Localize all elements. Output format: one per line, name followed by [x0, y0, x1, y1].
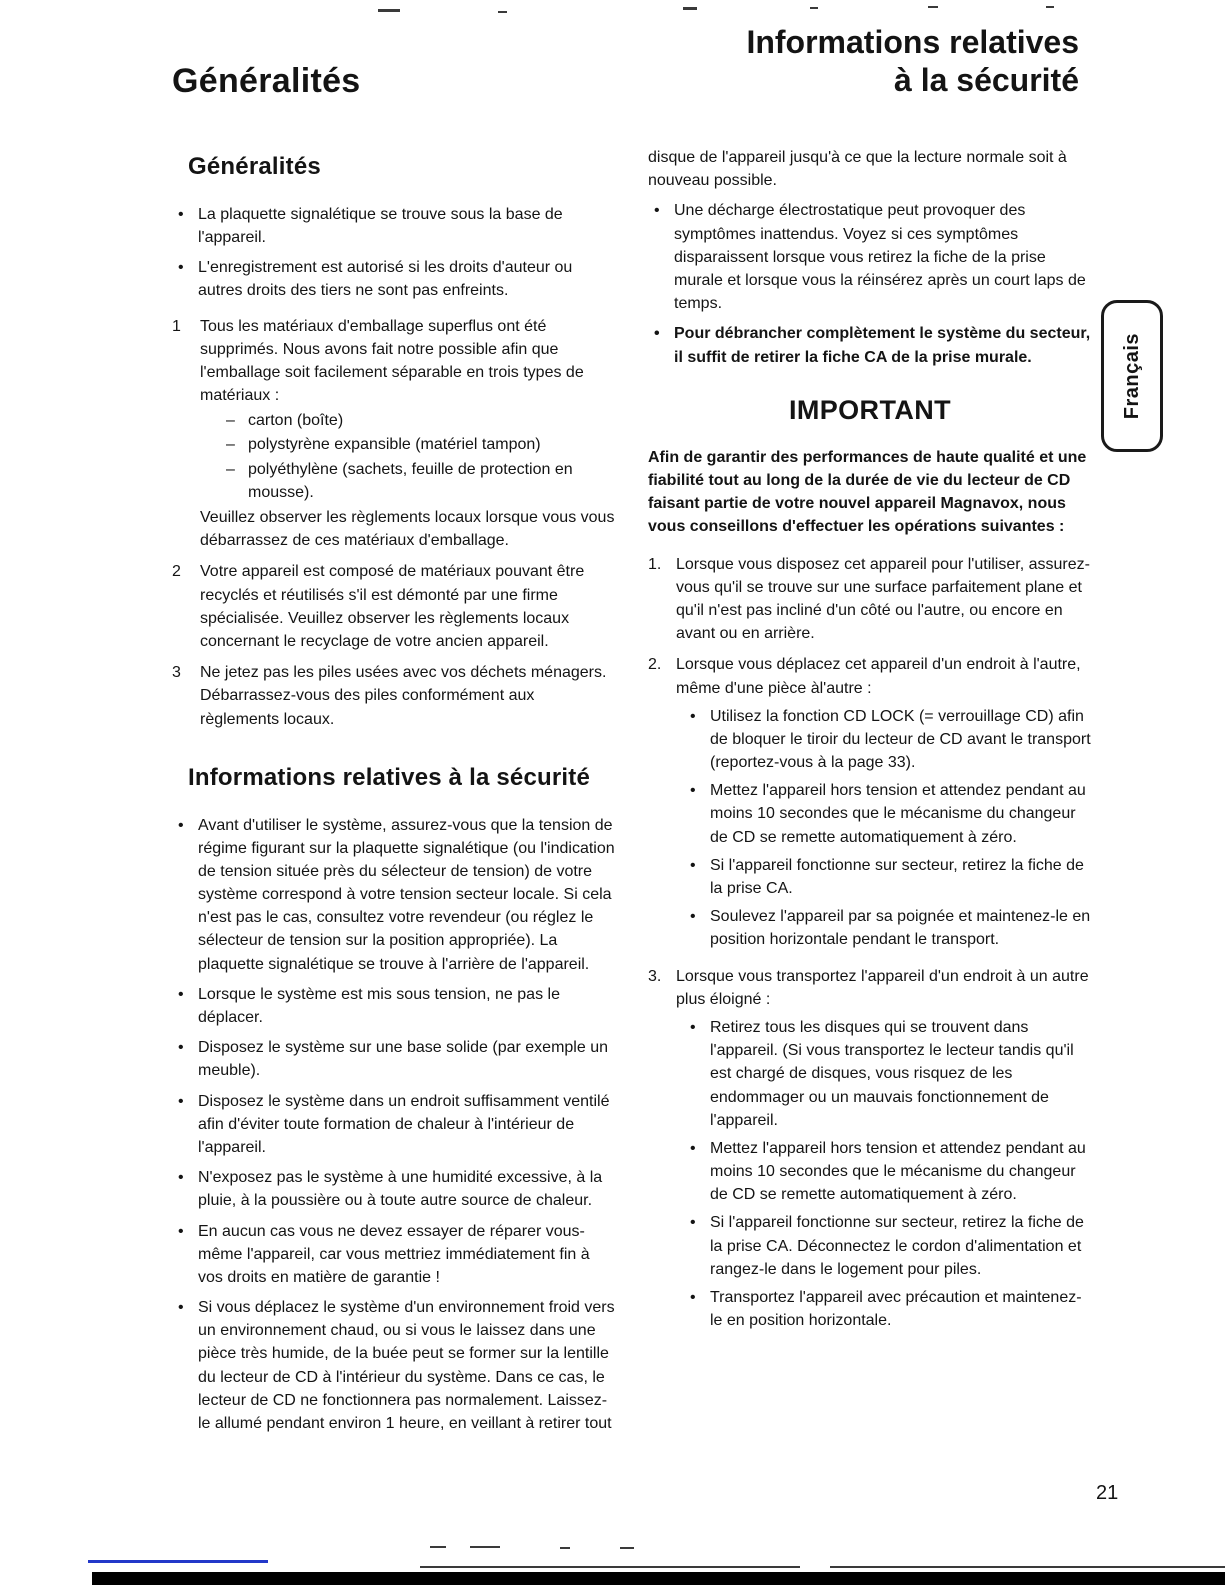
- list-item: [172, 203, 616, 249]
- numbered-item: [648, 653, 1092, 956]
- sub-bullet-list: [676, 705, 1092, 952]
- item-text: Lorsque vous transportez l'appareil d'un endroit à un autre plus éloigné :: [676, 967, 1089, 1008]
- scan-artifact: [470, 1546, 500, 1548]
- list-item: [676, 854, 1092, 900]
- list-item: [648, 322, 1092, 368]
- list-item: [172, 256, 616, 302]
- item-body: [676, 553, 1092, 646]
- list-item-text: La plaquette signalétique se trouve sous la base de l'appareil.: [198, 205, 563, 246]
- item-number: 1.: [648, 555, 662, 573]
- dash-item: [200, 409, 616, 432]
- numbered-item: [172, 661, 616, 731]
- list-item: [676, 905, 1092, 951]
- securite-bullets-continued: [648, 199, 1092, 368]
- item-number: 3.: [648, 967, 662, 985]
- list-item-text: Avant d'utiliser le système, assurez-vous que la tension de régime figurant sur la plaquette signalétique (ou l'indication de tension située près du sélecteur de tension) de votre système correspond à votre tension secteur locale. Si cela n'est pas le cas, consultez votre revendeur (ou réglez le sélecteur de tension sur la position appropriée). La plaquette signalétique se trouve à l'arrière de l'appareil.: [198, 816, 615, 973]
- dash-item-text: polystyrène expansible (matériel tampon): [248, 436, 541, 454]
- important-intro: Afin de garantir des performances de haute qualité et une fiabilité tout au long de la durée de vie du lecteur de CD faisant partie de votre nouvel appareil Magnavox, nous vous conseillons d'effectuer les opérations suivantes :: [648, 448, 1087, 536]
- left-column: [172, 150, 616, 1442]
- language-tab-francais: [1101, 300, 1163, 452]
- list-item: [172, 983, 616, 1029]
- dash-item-text: polyéthylène (sachets, feuille de protection en mousse).: [248, 460, 573, 501]
- numbered-item: [172, 560, 616, 653]
- list-item-text: Lorsque le système est mis sous tension, ne pas le déplacer.: [198, 985, 560, 1027]
- list-item: [172, 1036, 616, 1082]
- scan-artifact: [420, 1566, 800, 1568]
- page-title-right-line2: à la sécurité: [894, 61, 1079, 98]
- item-text: Votre appareil est composé de matériaux pouvant être recyclés et réutilisés s'il est démonté par une firme spécialisée. Veuillez observer les règlements locaux concernant le recyclage de votre ancien appareil.: [200, 563, 585, 650]
- item-number: 1: [172, 317, 181, 335]
- generalites-numbered-list: [172, 315, 616, 731]
- list-item-text: Disposez le système dans un endroit suffisamment ventilé afin d'éviter toute formation de chaleur à l'intérieur de l'appareil.: [198, 1092, 610, 1156]
- list-item-text: Mettez l'appareil hors tension et attendez pendant au moins 10 secondes que le mécanisme du changeur de CD se remette automatiquement à zéro.: [710, 1139, 1086, 1204]
- list-item: [676, 1211, 1092, 1281]
- page-number: 21: [1096, 1482, 1119, 1504]
- list-item: [676, 705, 1092, 775]
- scan-artifact: [830, 1566, 1225, 1568]
- list-item: [172, 814, 616, 976]
- scan-artifact: [683, 7, 697, 10]
- list-item: [676, 1016, 1092, 1132]
- list-item-text: Mettez l'appareil hors tension et attendez pendant au moins 10 secondes que le mécanisme du changeur de CD se remette automatiquement à zéro.: [710, 782, 1086, 846]
- item-text: Veuillez observer les règlements locaux lorsque vous vous débarrassez de ces matériaux d'emballage.: [200, 509, 615, 550]
- scan-artifact: [620, 1547, 634, 1549]
- scan-artifact: [1046, 6, 1054, 8]
- list-item-text: N'exposez pas le système à une humidité excessive, à la pluie, à la poussière ou à toute autre source de chaleur.: [198, 1169, 603, 1210]
- list-item: [676, 1286, 1092, 1332]
- scan-artifact: [378, 9, 400, 12]
- list-item-text: L'enregistrement est autorisé si les droits d'auteur ou autres droits des tiers ne sont pas enfreints.: [198, 259, 573, 300]
- list-item: [676, 1137, 1092, 1207]
- list-item-text: Soulevez l'appareil par sa poignée et maintenez-le en position horizontale pendant le transport.: [710, 908, 1091, 949]
- list-item: [172, 1220, 616, 1290]
- list-item: [648, 199, 1092, 315]
- numbered-item: [172, 315, 616, 553]
- scan-artifact: [430, 1546, 446, 1548]
- list-item: [172, 1166, 616, 1212]
- item-body: [676, 653, 1092, 956]
- scan-artifact: [928, 6, 938, 8]
- numbered-item: [648, 965, 1092, 1338]
- item-text: Lorsque vous disposez cet appareil pour l'utiliser, assurez-vous qu'il se trouve sur une surface parfaitement plane et qu'il n'est pas incliné d'un côté ou l'autre, ou encore en avant ou en arrière.: [676, 555, 1090, 643]
- scan-artifact-blue-line: [88, 1560, 268, 1563]
- scan-artifact: [560, 1547, 570, 1549]
- list-item: [172, 1090, 616, 1160]
- important-numbered-list: [648, 553, 1092, 1338]
- item-body: [200, 560, 616, 653]
- list-item-text: Utilisez la fonction CD LOCK (= verrouillage CD) afin de bloquer le tiroir du lecteur de CD avant le transport (reportez-vous à la page 33).: [710, 707, 1091, 772]
- sub-bullet-list: [676, 1016, 1092, 1332]
- continuation-text: disque de l'appareil jusqu'à ce que la lecture normale soit à nouveau possible.: [648, 149, 1067, 190]
- page-title-left: Généralités: [172, 62, 361, 100]
- scan-artifact: [498, 11, 507, 13]
- list-item-text: Si l'appareil fonctionne sur secteur, retirez la fiche de la prise CA.: [710, 856, 1084, 898]
- dash-list: [200, 409, 616, 504]
- securite-bullets: [172, 814, 616, 1436]
- important-heading: IMPORTANT: [788, 394, 952, 425]
- right-column: [648, 146, 1092, 1345]
- section-heading-securite: Informations relatives à la sécurité: [188, 763, 591, 791]
- list-item-text: Si vous déplacez le système d'un environnement froid vers un environnement chaud, ou si vous le laissez dans une pièce très humide, de la buée peut se former sur la lentille du lecteur de CD à l'intérieur du système. Dans ce cas, le lecteur de CD ne fonctionnera pas normalement. Laissez-le allumé pendant environ 1 heure, en veillant à retirer tout: [198, 1299, 615, 1433]
- list-item-text: En aucun cas vous ne devez essayer de réparer vous-même l'appareil, car vous mettriez immédiatement fin à vos droits en matière de garantie !: [198, 1222, 590, 1286]
- list-item: [172, 1296, 616, 1435]
- numbered-item: [648, 553, 1092, 646]
- dash-item: [200, 433, 616, 456]
- list-item: [676, 779, 1092, 849]
- item-text: Lorsque vous déplacez cet appareil d'un endroit à l'autre, même d'une pièce àl'autre :: [676, 656, 1081, 697]
- list-item-text: Transportez l'appareil avec précaution et maintenez-le en position horizontale.: [710, 1289, 1082, 1330]
- generalites-bullets: [172, 203, 616, 303]
- dash-item: [200, 458, 616, 504]
- list-item-text: Retirez tous les disques qui se trouvent dans l'appareil. (Si vous transportez le lecteur tandis qu'il est chargé de disques, vous risquez de les endommager ou un mauvais fonctionnement de l'appareil.: [710, 1018, 1074, 1129]
- page-title-right-line1: Informations relatives: [746, 24, 1079, 60]
- item-body: [200, 661, 616, 731]
- scan-edge-bar: [92, 1572, 1225, 1585]
- list-item-text: Si l'appareil fonctionne sur secteur, retirez la fiche de la prise CA. Déconnectez le cordon d'alimentation et rangez-le dans le logement pour piles.: [710, 1214, 1084, 1278]
- item-number: 2: [172, 563, 181, 581]
- list-item-text: Disposez le système sur une base solide (par exemple un meuble).: [198, 1039, 608, 1080]
- scan-artifact: [810, 7, 818, 9]
- language-tab-label: Français: [1120, 332, 1143, 420]
- list-item-text: Pour débrancher complètement le système du secteur, il suffit de retirer la fiche CA de la prise murale.: [674, 325, 1091, 366]
- item-number: 3: [172, 664, 181, 682]
- item-text: Tous les matériaux d'emballage superflus ont été supprimés. Nous avons fait notre possible afin que l'emballage soit facilement séparable en trois types de matériaux :: [200, 317, 584, 405]
- item-body: [200, 315, 616, 553]
- item-number: 2.: [648, 656, 662, 674]
- item-body: [676, 965, 1092, 1338]
- item-text: Ne jetez pas les piles usées avec vos déchets ménagers. Débarrassez-vous des piles conformément aux règlements locaux.: [200, 664, 607, 728]
- list-item-text: Une décharge électrostatique peut provoquer des symptômes inattendus. Voyez si ces symptômes disparaissent lorsque vous retirez la fiche de la prise murale et lorsque vous la réinsérez après un court laps de temps.: [674, 202, 1086, 313]
- page-title-right: [746, 24, 1079, 100]
- section-heading-generalites: Généralités: [188, 153, 321, 180]
- dash-item-text: carton (boîte): [248, 412, 344, 430]
